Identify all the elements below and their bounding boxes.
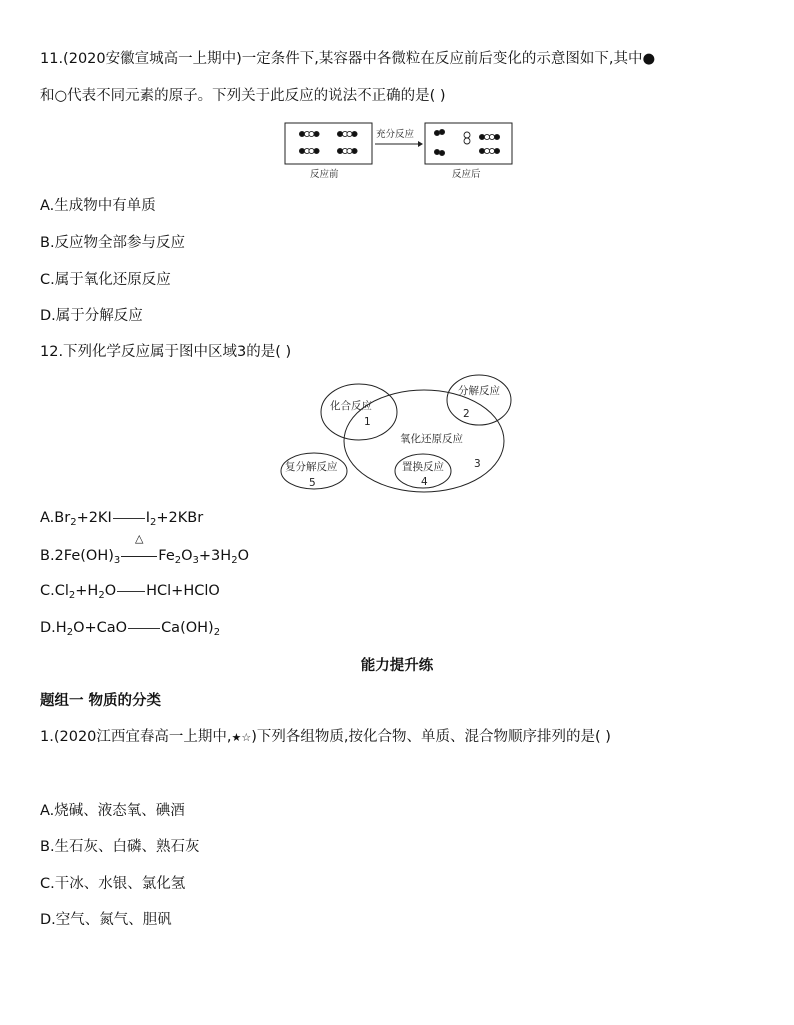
arrow-label: 充分反应 [376,129,415,140]
label-replacement: 置换反应 [402,461,444,473]
q12-option-c[interactable]: $C.Cl_2+H_2O$ HCl+HClO [40,583,220,601]
group-title: 题组一 物质的分类 [40,693,162,709]
q12-stem: 12.下列化学反应属于图中区域3的是( ) [40,344,292,360]
combination-region [321,384,397,440]
decomposition-region [447,375,511,425]
q12-option-d[interactable]: $D.H_2O+CaO$ $Ca(OH)_2$ [40,620,221,638]
reaction-particle-figure [284,120,514,182]
before-label: 反应前 [310,169,339,180]
difficulty-star-icon: ★☆ [231,731,252,744]
reaction-type-venn-diagram [278,372,518,496]
q11-option-c[interactable]: C.属于氧化还原反应 [40,272,171,288]
reversible-arrow [117,591,145,592]
q11-option-d[interactable]: D.属于分解反应 [40,308,143,324]
heat-condition-symbol: △ [135,532,144,545]
before-box [285,123,372,164]
q11-stem-line1: 11.(2020安徽宣城高一上期中)一定条件下,某容器中各微粒在反应前后变化的示意图如下,其中● [40,51,656,67]
label-double-decomp: 复分解反应 [285,461,338,473]
before-molecules [299,131,357,153]
q12-option-a[interactable]: $A.Br_2+2KI$ $I_2+2KBr$ [40,510,204,528]
q1-option-d[interactable]: D.空气、氮气、胆矾 [40,912,172,928]
q11-stem-line2: 和○代表不同元素的原子。下列关于此反应的说法不正确的是( ) [40,88,446,104]
label-redox: 氧化还原反应 [400,433,463,445]
label-decomposition: 分解反应 [458,385,500,397]
q12-option-b[interactable]: $B.2Fe(OH)_3$ △ $Fe_2O_3+3H_2O$ [40,532,249,566]
section-title: 能力提升练 [360,658,434,674]
label-n4: 4 [421,476,428,488]
q1-option-a[interactable]: A.烧碱、液态氧、碘酒 [40,803,185,819]
label-combination: 化合反应 [330,400,372,412]
q11-option-a[interactable]: A.生成物中有单质 [40,198,156,214]
q1-stem: 1.(2020江西宜春高一上期中,★☆)下列各组物质,按化合物、单质、混合物顺序排列的是( ) [40,729,611,745]
after-molecules [434,129,499,155]
after-label: 反应后 [452,169,481,180]
q11-option-b[interactable]: B.反应物全部参与反应 [40,235,186,251]
label-n1: 1 [364,416,371,428]
q1-option-b[interactable]: B.生石灰、白磷、熟石灰 [40,839,200,855]
label-n5: 5 [309,477,316,489]
label-n3: 3 [474,458,481,470]
q1-option-c[interactable]: C.干冰、水银、氯化氢 [40,876,186,892]
label-n2: 2 [463,408,470,420]
